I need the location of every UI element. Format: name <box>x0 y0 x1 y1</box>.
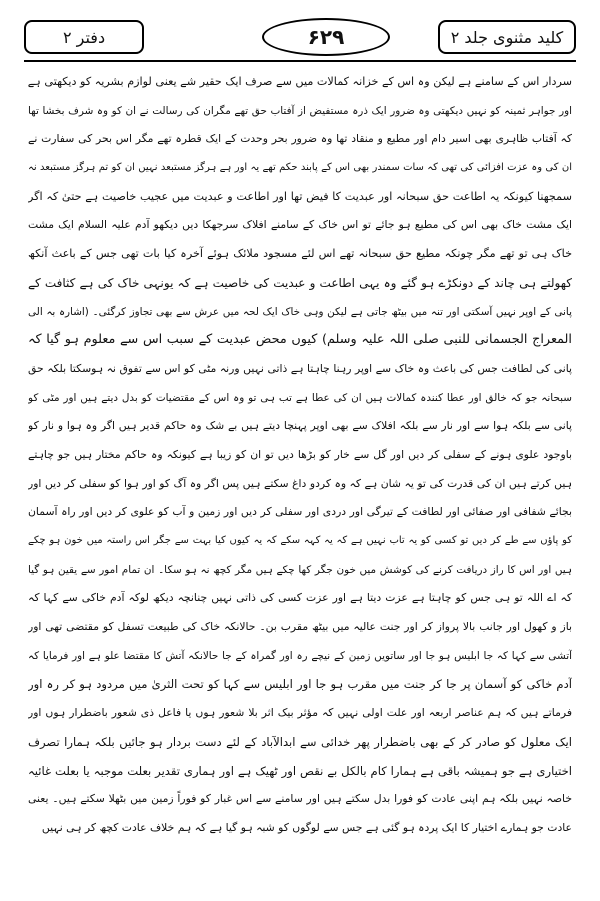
text-line: پانی کے اوپر نہیں آسکتی اور تنہ میں بیٹھ جاتی ہے لیکن وہی خاک ایک لحہ میں عرش سے بھی تجاوز کرگئی۔ (اشارہ بہ الی <box>28 305 572 318</box>
text-line: ہیں کرتے ہیں ان کی قدرت کی تو یہ شان ہے کہ وہ کردو داغ سکتے ہیں پس اگر وہ آگ کو اور ہوا کو سفلی کر دیں اور <box>28 476 572 490</box>
text-line: آدم خاکی کو آسمان پر جا کر جنت میں مقرب ہو جا اور ابلیس سے کہا کو تحت الثریٰ میں مردود ہو کر رہ اور <box>28 677 572 692</box>
text-line: سمجھنا کیونکہ یہ اطاعت حق سبحانہ اور عبدیت کا فیض تھا اور اطاعت و عبدیت میں عجیب خاصیت ہے حتیٰ کہ اگر <box>28 189 572 203</box>
text-line: پانی کی لطافت جس کی باعث وہ خاک سے اوپر رہنا چاہتا ہے ذاتی نہیں ورنہ مٹی کو اس سے تفوق نہ ہوسکتا بلکہ حق <box>28 361 572 375</box>
page-header <box>24 12 576 62</box>
text-line: باوجود علوی ہونے کے سفلی کر دیں اور گل سے خار کو بڑھا دیں تو ان کو زیبا ہے کیونکہ وہ حاکم مختار ہیں جو چاہتے <box>28 447 572 461</box>
text-line: آتشی سے کہا کہ جا ابلیس ہو جا اور ساتویں زمین کے نیچے رہ اور گمراہ کے جا حالانکہ آتش کا مقتضا علو ہے اور فرمایا کہ <box>28 649 572 662</box>
volume-label: دفتر ۲ <box>24 20 144 54</box>
book-title: کلید مثنوی جلد ۲ <box>438 20 576 54</box>
text-line: عادت جو ہمارے اختیار کا ایک پردہ ہو گئی ہے جس سے لوگوں کو شبہ ہو گیا ہے کہ ہم خلاف عادت کچھ کر ہی نہیں <box>41 820 572 834</box>
text-line: کہ آفتاب ظاہری بھی اسیر دام اور مطیع و منقاد تھا وہ ضرور بحر وحدت کے ایک قطرہ تھے مگر اس بحر کی سفارت نے <box>28 132 572 146</box>
text-line: کھولتے ہی چاند کے دونکڑے ہو گئے وہ یہی اطاعت و عبدیت کی خاصیت ہے کہ یونہی خاک کی ہے کثافت کے <box>28 275 572 290</box>
text-line: کہ اے اللہ تو ہی جس کو چاہتا ہے عزت دیتا ہے اور عزت کسی کی ذاتی نہیں چنانچہ دیکھ لوکہ آدم خاکی سے کہا کہ <box>28 591 572 605</box>
header-rule <box>24 60 576 62</box>
text-line: ہیں اور اس کا راز دریافت کرنے کی کوشش میں خون جگر کھا چکے ہیں مگر کچھ نہ ہو سکا۔ ان تمام امور سے یقین ہو گیا <box>28 563 572 576</box>
text-line: بجائے شفافی اور صفائی اور لطافت کے تیرگی اور دردی اور سفلی کر دیں اور زمین و آب کو علوی کر دیں اور راہ آسمان <box>28 505 572 519</box>
text-line: فرماتے ہیں کہ ہم عناصر اربعہ اور علت اولی نہیں کہ مؤثر بیک اثر بلا شعور ہوں یا فاعل ذی شعور باضطرار ہوں اور <box>28 706 572 720</box>
page-number: ۶۲۹ <box>262 18 390 56</box>
text-line: خاصہ نہیں بلکہ ہم اپنی عادت کو فورا بدل سکتے ہیں اور سامنے سے اس غبار کو فوراً زمین میں بٹھلا سکتے ہیں۔ یعنی <box>28 792 572 806</box>
text-line: باز و کھول اور جانب بالا پرواز کر اور جنت عالیہ میں بیٹھ مقرب بن۔ حالانکہ خاک کی طبیعت تسفل کو مقتضی تھی اور <box>28 620 572 634</box>
text-line: خاک ہی تو تھے مگر چونکہ مطیع حق سبحانہ تھے اس لئے مسجود ملائک ہوئے آخرہ کیا بات تھی جس کے باعث آنکھ <box>28 247 572 261</box>
text-line: ان کی وہ عزت افزائی کی تھی کہ سات سمندر بھی اس کے پابند حکم تھے یہ اور ہے ہرگز مستبعد نہیں ان کو تم ہرگز مستبعد نہ <box>28 162 572 174</box>
text-line: سبحانہ جو کہ خالق اور عطا کنندہ کمالات ہیں ان کی عطا ہے تب ہی تو وہ اس کے مقتضیات کو بدل دیتے ہیں اور مٹی کو <box>28 391 572 404</box>
text-line: سردار اس کے سامنے ہے لیکن وہ اس کے خزانہ کمالات میں سے صرف ایک حقیر شے یعنی لوازم بشریہ کو دیکھتی ہے <box>28 75 572 88</box>
text-line: اختیاری ہے جو ہمیشہ باقی ہے ہمارا کام بالکل بے نقص اور ٹھیک ہے اور ہماری تقدیر بعلت موجبہ یا بعلت غائیہ <box>28 763 572 778</box>
text-line: ایک مشت خاک بھی اس کی مطیع ہو جائے تو اس خاک کے سامنے افلاک سرجھکا دیں دیکھو آدم علیہ السلام ایک مشت <box>28 218 572 232</box>
text-line: المعراج الجسمانی للنبی صلی اللہ علیہ وسلم) کیوں محض عبدیت کے سبب اس سے معلوم ہو گیا کہ <box>28 332 572 348</box>
text-line: اور جواہر ثمینہ کو نہیں دیکھتی وہ ضرور ایک ذرہ مستفیض از آفتاب حق تھے مگران کی رسالت نے ان کو وہ شرف بخشا تھا <box>28 104 572 117</box>
text-line: کو پاؤں سے طے کر دیں تو کسی کو یہ تاب نہیں ہے کہ یہ کہہ سکے کہ یہ کیوں کیا بہت سے جگر اس راستہ میں خون ہو چکے <box>28 535 572 546</box>
text-line: ایک معلول کو صادر کر کے بھی باضطرار پھر خدائی سے ابدالآباد کے لئے دست بردار ہو جائیں بلکہ ہمارا تصرف <box>28 734 572 749</box>
body-text <box>28 68 572 843</box>
text-line: پانی سے بلکہ ہوا سے اور نار سے بلکہ افلاک سے بھی اوپر پہنچا دیتے ہیں بے شک وہ حاکم قدیر ہیں اگر وہ ہوا و نار کو <box>28 419 572 433</box>
